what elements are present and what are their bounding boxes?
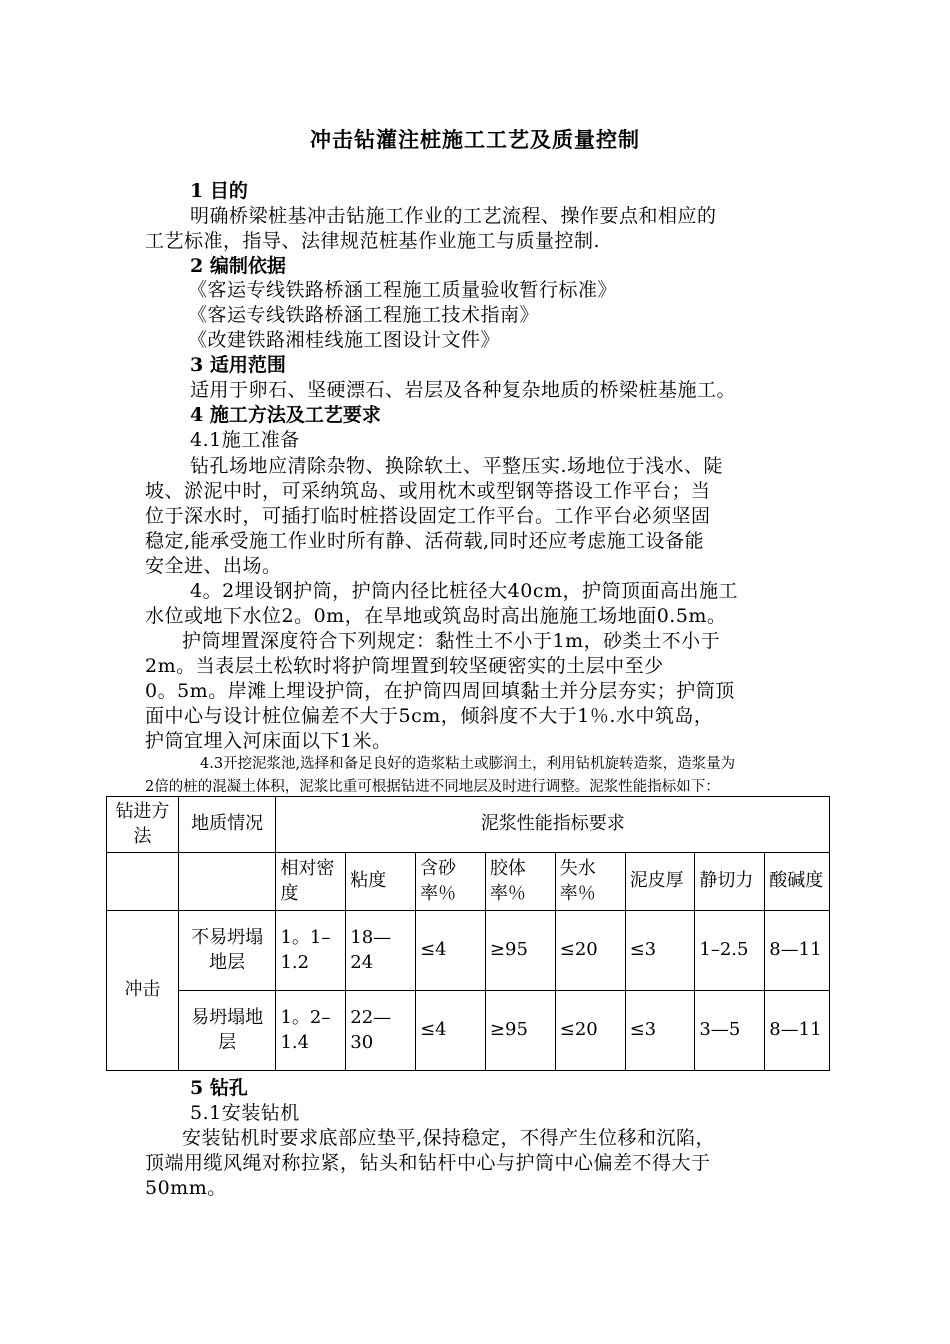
section-4-heading: 4 施工方法及工艺要求 — [190, 404, 381, 426]
text-line: 2m。当表层土松软时将护筒埋置到较坚硬密实的土层中至少 — [145, 655, 664, 677]
empty-cell — [178, 853, 276, 911]
col-header: 相对密度 — [276, 853, 346, 911]
geology-cell: 易坍塌地层 — [178, 991, 276, 1071]
table-cell: 1。1–1.2 — [276, 911, 346, 991]
text-line: 稳定,能承受施工作业时所有静、活荷载,同时还应考虑施工设备能 — [145, 530, 705, 552]
table-cell: ≤20 — [555, 991, 625, 1071]
header-geology: 地质情况 — [178, 797, 276, 853]
section-1-heading: 1 目的 — [190, 180, 248, 202]
text-line: 护筒宜埋入河床面以下1米。 — [145, 730, 392, 752]
table-cell: 22—30 — [346, 991, 416, 1071]
text-line: 明确桥梁桩基冲击钻施工作业的工艺流程、操作要点和相应的 — [190, 205, 717, 227]
col-header: 泥皮厚 — [625, 853, 695, 911]
text-line: 位于深水时，可插打临时桩搭设固定工作平台。工作平台必须坚固 — [145, 505, 711, 527]
text-line: 《客运专线铁路桥涵工程施工质量验收暂行标准》 — [188, 279, 618, 301]
text-line: 顶端用缆风绳对称拉紧，钻头和钻杆中心与护筒中心偏差不得大于 — [145, 1152, 711, 1174]
text-line: 4。2埋设钢护筒，护筒内径比桩径大40cm，护筒顶面高出施工 — [190, 580, 739, 602]
text-line: 面中心与设计桩位偏差不大于5cm，倾斜度不大于1％.水中筑岛， — [145, 705, 714, 727]
table-cell: ≤4 — [416, 991, 486, 1071]
text-line: 安装钻机时要求底部应垫平,保持稳定，不得产生位移和沉陷， — [182, 1127, 716, 1149]
table-cell: 8—11 — [765, 991, 830, 1071]
mud-performance-table — [106, 796, 830, 1071]
text-line: 钻孔场地应清除杂物、换除软土、平整压实.场地位于浅水、陡 — [190, 455, 724, 477]
table-cell: ≤3 — [625, 991, 695, 1071]
text-line: 水位或地下水位2。0m，在旱地或筑岛时高出施施工场地面0.5m。 — [145, 605, 727, 627]
text-line: 坡、淤泥中时，可采纳筑岛、或用枕木或型钢等搭设工作平台；当 — [145, 480, 711, 502]
col-header: 失水率％ — [555, 853, 625, 911]
section-2-heading: 2 编制依据 — [190, 255, 286, 277]
text-line: 适用于卵石、坚硬漂石、岩层及各种复杂地质的桥梁桩基施工。 — [190, 379, 737, 401]
table-cell: ≥95 — [485, 991, 555, 1071]
page-title: 冲击钻灌注桩施工工艺及质量控制 — [310, 127, 640, 152]
col-header: 酸碱度 — [765, 853, 830, 911]
header-mud-requirements: 泥浆性能指标要求 — [276, 797, 830, 853]
table-cell: 1。2–1.4 — [276, 991, 346, 1071]
text-line: 护筒埋置深度符合下列规定：黏性土不小于1m，砂类土不小于 — [182, 630, 721, 652]
table-cell: 1–2.5 — [695, 911, 765, 991]
col-header: 含砂率％ — [416, 853, 486, 911]
subsection-5-1: 5.1安装钻机 — [190, 1102, 300, 1124]
text-line: 《改建铁路湘桂线施工图设计文件》 — [188, 329, 501, 351]
text-line: 0。5m。岸滩上埋设护筒，在护筒四周回填黏土并分层夯实；护筒顶 — [145, 680, 735, 702]
geology-cell: 不易坍塌地层 — [178, 911, 276, 991]
text-line-small: 2倍的桩的混凝土体积，泥浆比重可根据钻进不同地层及时进行调整。泥浆性能指标如下： — [145, 779, 720, 795]
table-cell: ≤3 — [625, 911, 695, 991]
text-line: 工艺标准，指导、法律规范桩基作业施工与质量控制. — [145, 230, 601, 252]
text-line: 安全进、出场。 — [145, 555, 282, 577]
subsection-4-1: 4.1施工准备 — [190, 429, 300, 451]
table-cell: 8—11 — [765, 911, 830, 991]
table-cell: ≥95 — [485, 911, 555, 991]
section-3-heading: 3 适用范围 — [190, 354, 286, 376]
table-cell: ≤4 — [416, 911, 486, 991]
text-line: 《客运专线铁路桥涵工程施工技术指南》 — [188, 304, 540, 326]
col-header: 粘度 — [346, 853, 416, 911]
section-5-heading: 5 钻孔 — [190, 1077, 248, 1099]
table-cell: ≤20 — [555, 911, 625, 991]
table-cell: 18—24 — [346, 911, 416, 991]
col-header: 静切力 — [695, 853, 765, 911]
table-cell: 3—5 — [695, 991, 765, 1071]
method-cell: 冲击 — [107, 911, 179, 1071]
header-drill-method: 钻进方法 — [107, 797, 179, 853]
text-line: 50mm。 — [145, 1177, 227, 1199]
col-header: 胶体率％ — [485, 853, 555, 911]
empty-cell — [107, 853, 179, 911]
text-line-small: 4.3开挖泥浆池,选择和备足良好的造浆粘土或膨润土，利用钻机旋转造浆，造浆量为 — [200, 756, 736, 772]
